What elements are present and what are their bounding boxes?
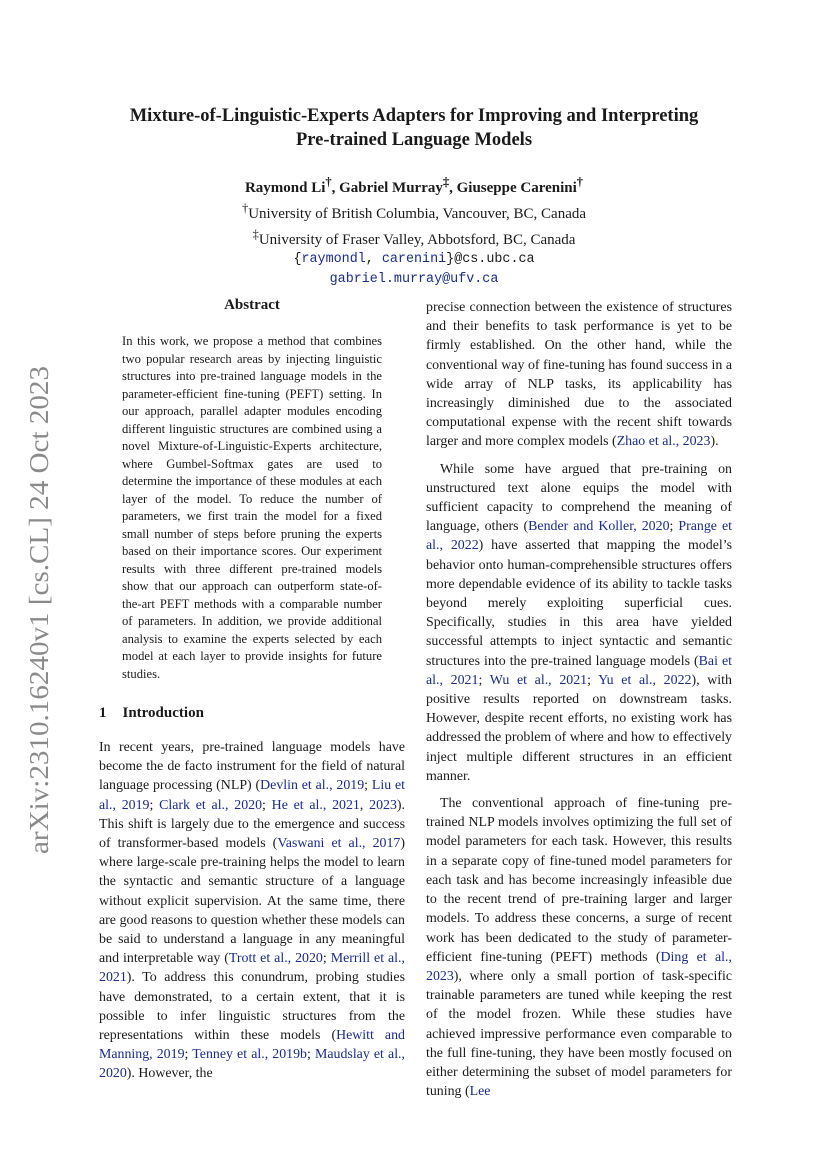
paragraph-text: While some have argued that pre-training on unstructured text alone equips the model with sufficient capacity to comprehend the meaning of language, others ( xyxy=(426,461,732,535)
citation-link[interactable]: Yu et al., 2022 xyxy=(598,672,692,688)
citation-link[interactable]: Bender and Koller, 2020 xyxy=(528,519,670,535)
email-line-2 xyxy=(0,270,828,290)
email-link[interactable]: carenini xyxy=(381,252,447,267)
paragraph-text: ). xyxy=(710,434,719,450)
section-heading xyxy=(99,705,204,722)
affiliation-text: University of British Columbia, Vancouver, BC, Canada xyxy=(248,206,587,222)
author-separator: , xyxy=(331,180,340,196)
arxiv-stamp-text: arXiv:2310.16240v1 [cs.CL] 24 Oct 2023 xyxy=(24,401,54,854)
author-name: Giuseppe Carenini xyxy=(456,180,577,196)
paragraph-text: ; xyxy=(262,797,272,813)
citation-link[interactable]: Prange et al., 2022 xyxy=(426,519,732,554)
affiliation-mark: ‡ xyxy=(442,175,450,189)
abstract-heading: Abstract xyxy=(224,297,280,313)
section-number: 1 xyxy=(99,705,107,721)
paragraph-text: ; xyxy=(587,672,599,688)
citation-link[interactable]: Liu et al., 2019 xyxy=(99,778,405,813)
citation-link[interactable]: Tenney et al., 2019b xyxy=(192,1047,308,1063)
citation-link[interactable]: Merrill et al., 2021 xyxy=(99,951,405,986)
email-link[interactable]: raymondl xyxy=(301,252,366,267)
citation-link[interactable]: Maudslay et al., 2020 xyxy=(99,1047,405,1082)
affiliation-mark: † xyxy=(576,175,584,189)
paragraph xyxy=(426,460,732,786)
email-link[interactable]: gabriel.murray@ufv.ca xyxy=(329,272,499,287)
email-brace: { xyxy=(293,252,302,267)
citation-link[interactable]: Lee xyxy=(469,1084,491,1100)
citation-link[interactable]: Zhao et al., 2023 xyxy=(616,434,711,450)
paper-title xyxy=(0,104,828,152)
paragraph-text: ; xyxy=(669,519,679,535)
citation-link[interactable]: He et al., 2021 xyxy=(271,797,360,813)
arxiv-stamp-svg xyxy=(10,366,60,854)
paragraph-text: In recent years, pre-trained language models have become the de facto instrument for the field of natural language processing (NLP) ( xyxy=(99,740,405,794)
paragraph xyxy=(99,738,405,1084)
email-line-1 xyxy=(0,250,828,270)
author-separator: , xyxy=(449,180,457,196)
email-separator: , xyxy=(365,252,382,267)
author-name: Gabriel Murray xyxy=(339,180,443,196)
arxiv-stamp xyxy=(10,366,60,854)
affiliation-mark: † xyxy=(325,175,332,189)
paragraph-text: ) where large-scale pre-training helps the model to learn the syntactic and semantic structure of a language without explicit supervision. At the same time, there are good reasons to question whether these models can be said to understand a language in any meaningful and interpretable way ( xyxy=(99,836,405,967)
affiliation-1 xyxy=(0,198,828,224)
left-column xyxy=(99,738,405,1084)
paragraph xyxy=(426,794,732,1101)
citation-link[interactable]: Ding et al., 2023 xyxy=(426,949,732,984)
citation-link[interactable]: Devlin et al., 2019 xyxy=(260,778,365,794)
abstract-text: In this work, we propose a method that combines two popular research areas by injecting linguistic structures into pre-trained language models in the parameter-efficient fine-tuning (PEFT) setting. In our approach, parallel adapter modules encoding different linguistic structures are combined using a novel Mixture-of-Linguistic-Experts architecture, where Gumbel-Softmax gates are used to determine the importance of these modules at each layer of the model. To reduce the number of parameters, we first train the model for a fixed small number of steps before pruning the experts based on their importance scores. Our experiment results with three different pre-trained models show that our approach can outperform state-of-the-art PEFT methods with a comparable number of parameters. In addition, we provide additional analysis to examine the experts selected by each model at each layer to provide insights for future studies. xyxy=(122,334,382,681)
affiliation-text: University of Fraser Valley, Abbotsford, BC, Canada xyxy=(258,232,576,248)
section-title: Introduction xyxy=(122,705,204,721)
citation-link[interactable]: Vaswani et al., 2017 xyxy=(277,836,401,852)
paragraph-text: ; xyxy=(307,1047,315,1063)
right-column xyxy=(426,298,732,1101)
paragraph-text: ). To address this conundrum, probing studies have demonstrated, to a certain extent, that it is possible to infer linguistic structures from the representations within these models ( xyxy=(99,970,405,1044)
paragraph-text: ; xyxy=(184,1047,193,1063)
title-line-2: Pre-trained Language Models xyxy=(295,130,533,150)
paragraph-text: , xyxy=(359,797,370,813)
author-list xyxy=(0,172,828,198)
paragraph-text: ; xyxy=(364,778,372,794)
paragraph-text: ; xyxy=(322,951,331,967)
paragraph-text: ). However, the xyxy=(126,1066,213,1082)
email-domain: }@cs.ubc.ca xyxy=(446,252,535,267)
citation-link[interactable]: 2023 xyxy=(369,797,397,813)
paragraph-text: ) have asserted that mapping the model’s behavior onto human-comprehensible structures offers more dependable evidence of its ability to tackle tasks beyond merely exploiting superficial cues. Specifically, studies in this area have yielded successful attempts to inject syntactic and semantic structures into the pre-trained language models ( xyxy=(426,538,732,669)
affiliation-mark: ‡ xyxy=(252,227,259,241)
citation-link[interactable]: Clark et al., 2020 xyxy=(159,797,263,813)
author-name: Raymond Li xyxy=(244,180,326,196)
affiliation-mark: † xyxy=(241,201,249,215)
citation-link[interactable]: Hewitt and Manning, 2019 xyxy=(99,1028,405,1063)
affiliation-2 xyxy=(0,224,828,250)
paragraph-text: ; xyxy=(478,672,490,688)
paragraph xyxy=(426,298,732,452)
citation-link[interactable]: Trott et al., 2020 xyxy=(228,951,323,967)
paper-header xyxy=(0,104,828,290)
paragraph-text: ), where only a small portion of task-specific trainable parameters are tuned while keeping the rest of the model frozen. While these studies have achieved impressive performance even comparable to the full fine-tuning, they have been mostly focused on either determining the subset of model parameters for tuning ( xyxy=(426,968,732,1100)
citation-link[interactable]: Wu et al., 2021 xyxy=(489,672,588,688)
paragraph-text: ). This shift is largely due to the emergence and success of transformer-based models ( xyxy=(99,797,406,852)
title-line-1: Mixture-of-Linguistic-Experts Adapters for Improving and Interpreting xyxy=(129,106,699,126)
paragraph-text: ), with positive results reported on downstream tasks. However, despite recent efforts, no existing work has addressed the problem of where and how to effectively inject multiple different structures in an efficient manner. xyxy=(426,672,732,784)
paragraph-text: The conventional approach of fine-tuning pre-trained NLP models involves optimizing the full set of model parameters for each task. However, this results in a separate copy of fine-tuned model parameters for each task and has become increasingly infeasible due to the recent trend of pre-training larger and larger models. To address these concerns, a surge of recent work has been dedicated to the study of parameter-efficient fine-tuning (PEFT) methods ( xyxy=(426,796,732,965)
paragraph-text: precise connection between the existence of structures and their benefits to task performance is yet to be firmly established. On the other hand, while the conventional way of fine-tuning has found success in a wide array of NLP tasks, its applicability has increasingly diminished due to the associated computational expense with the recent shift towards larger and more complex models ( xyxy=(426,300,732,450)
citation-link[interactable]: Bai et al., 2021 xyxy=(426,653,732,688)
paragraph-text: ; xyxy=(149,797,160,813)
